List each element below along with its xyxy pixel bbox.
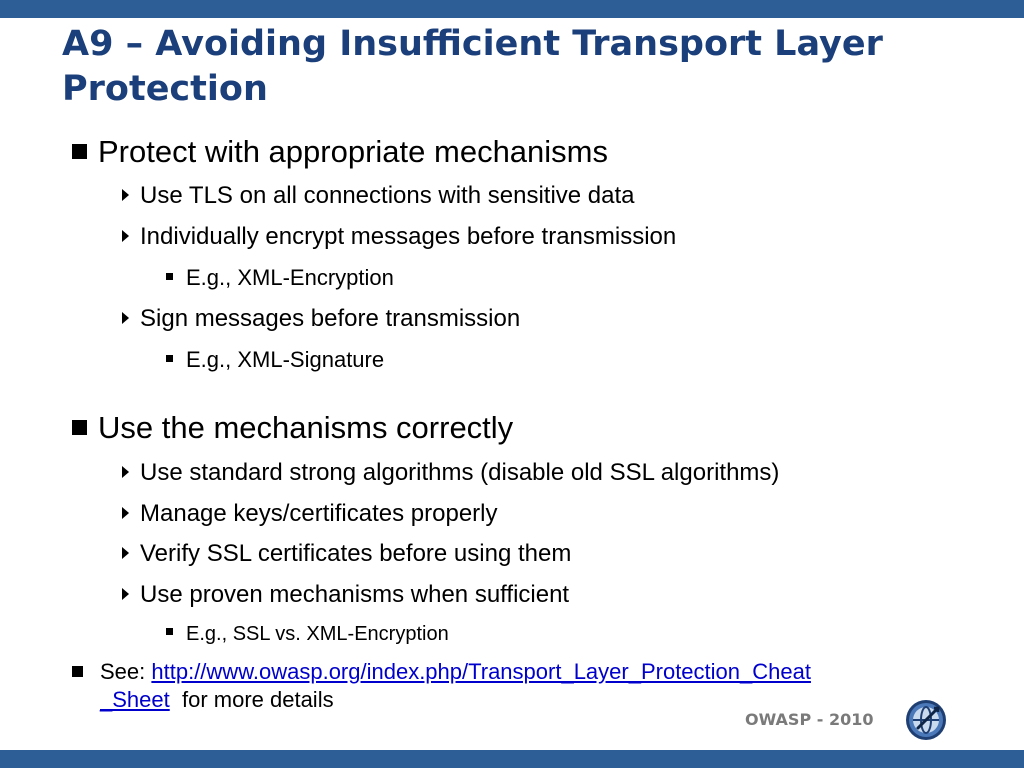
- list-item: Sign messages before transmission: [122, 304, 520, 334]
- triangle-bullet-icon: [122, 507, 129, 519]
- section-heading-protect: Protect with appropriate mechanisms: [72, 134, 608, 170]
- list-item: Use TLS on all connections with sensitive data: [122, 181, 635, 211]
- small-square-bullet-icon: [166, 355, 173, 362]
- owasp-logo-icon: [904, 698, 948, 742]
- sub-list-item: E.g., XML-Signature: [166, 346, 384, 374]
- small-square-bullet-icon: [166, 273, 173, 280]
- small-square-bullet-icon: [166, 628, 173, 635]
- triangle-bullet-icon: [122, 547, 129, 559]
- square-bullet-icon: [72, 144, 87, 159]
- triangle-bullet-icon: [122, 466, 129, 478]
- owasp-cheat-sheet-link-continued[interactable]: _Sheet: [100, 687, 170, 712]
- section-heading-use-correctly: Use the mechanisms correctly: [72, 410, 513, 446]
- owasp-cheat-sheet-link[interactable]: http://www.owasp.org/index.php/Transport_Layer_Protection_Cheat: [151, 659, 811, 684]
- list-item: Individually encrypt messages before transmission: [122, 222, 676, 252]
- list-item: Use proven mechanisms when sufficient: [122, 580, 569, 610]
- square-bullet-icon: [72, 420, 87, 435]
- footer-label: OWASP - 2010: [745, 710, 874, 729]
- triangle-bullet-icon: [122, 588, 129, 600]
- square-bullet-icon: [72, 666, 83, 677]
- bottom-bar: [0, 750, 1024, 768]
- sub-list-item: E.g., XML-Encryption: [166, 264, 394, 292]
- list-item: Manage keys/certificates properly: [122, 499, 498, 529]
- triangle-bullet-icon: [122, 189, 129, 201]
- triangle-bullet-icon: [122, 312, 129, 324]
- triangle-bullet-icon: [122, 230, 129, 242]
- top-bar: [0, 0, 1024, 18]
- sub-list-item: E.g., SSL vs. XML-Encryption: [166, 620, 449, 648]
- list-item: Verify SSL certificates before using them: [122, 539, 571, 569]
- see-reference: See: http://www.owasp.org/index.php/Transport_Layer_Protection_Cheat _Sheet for more details: [72, 658, 952, 714]
- slide-title: A9 – Avoiding Insufficient Transport Layer Protection: [62, 24, 883, 109]
- list-item: Use standard strong algorithms (disable old SSL algorithms): [122, 458, 779, 488]
